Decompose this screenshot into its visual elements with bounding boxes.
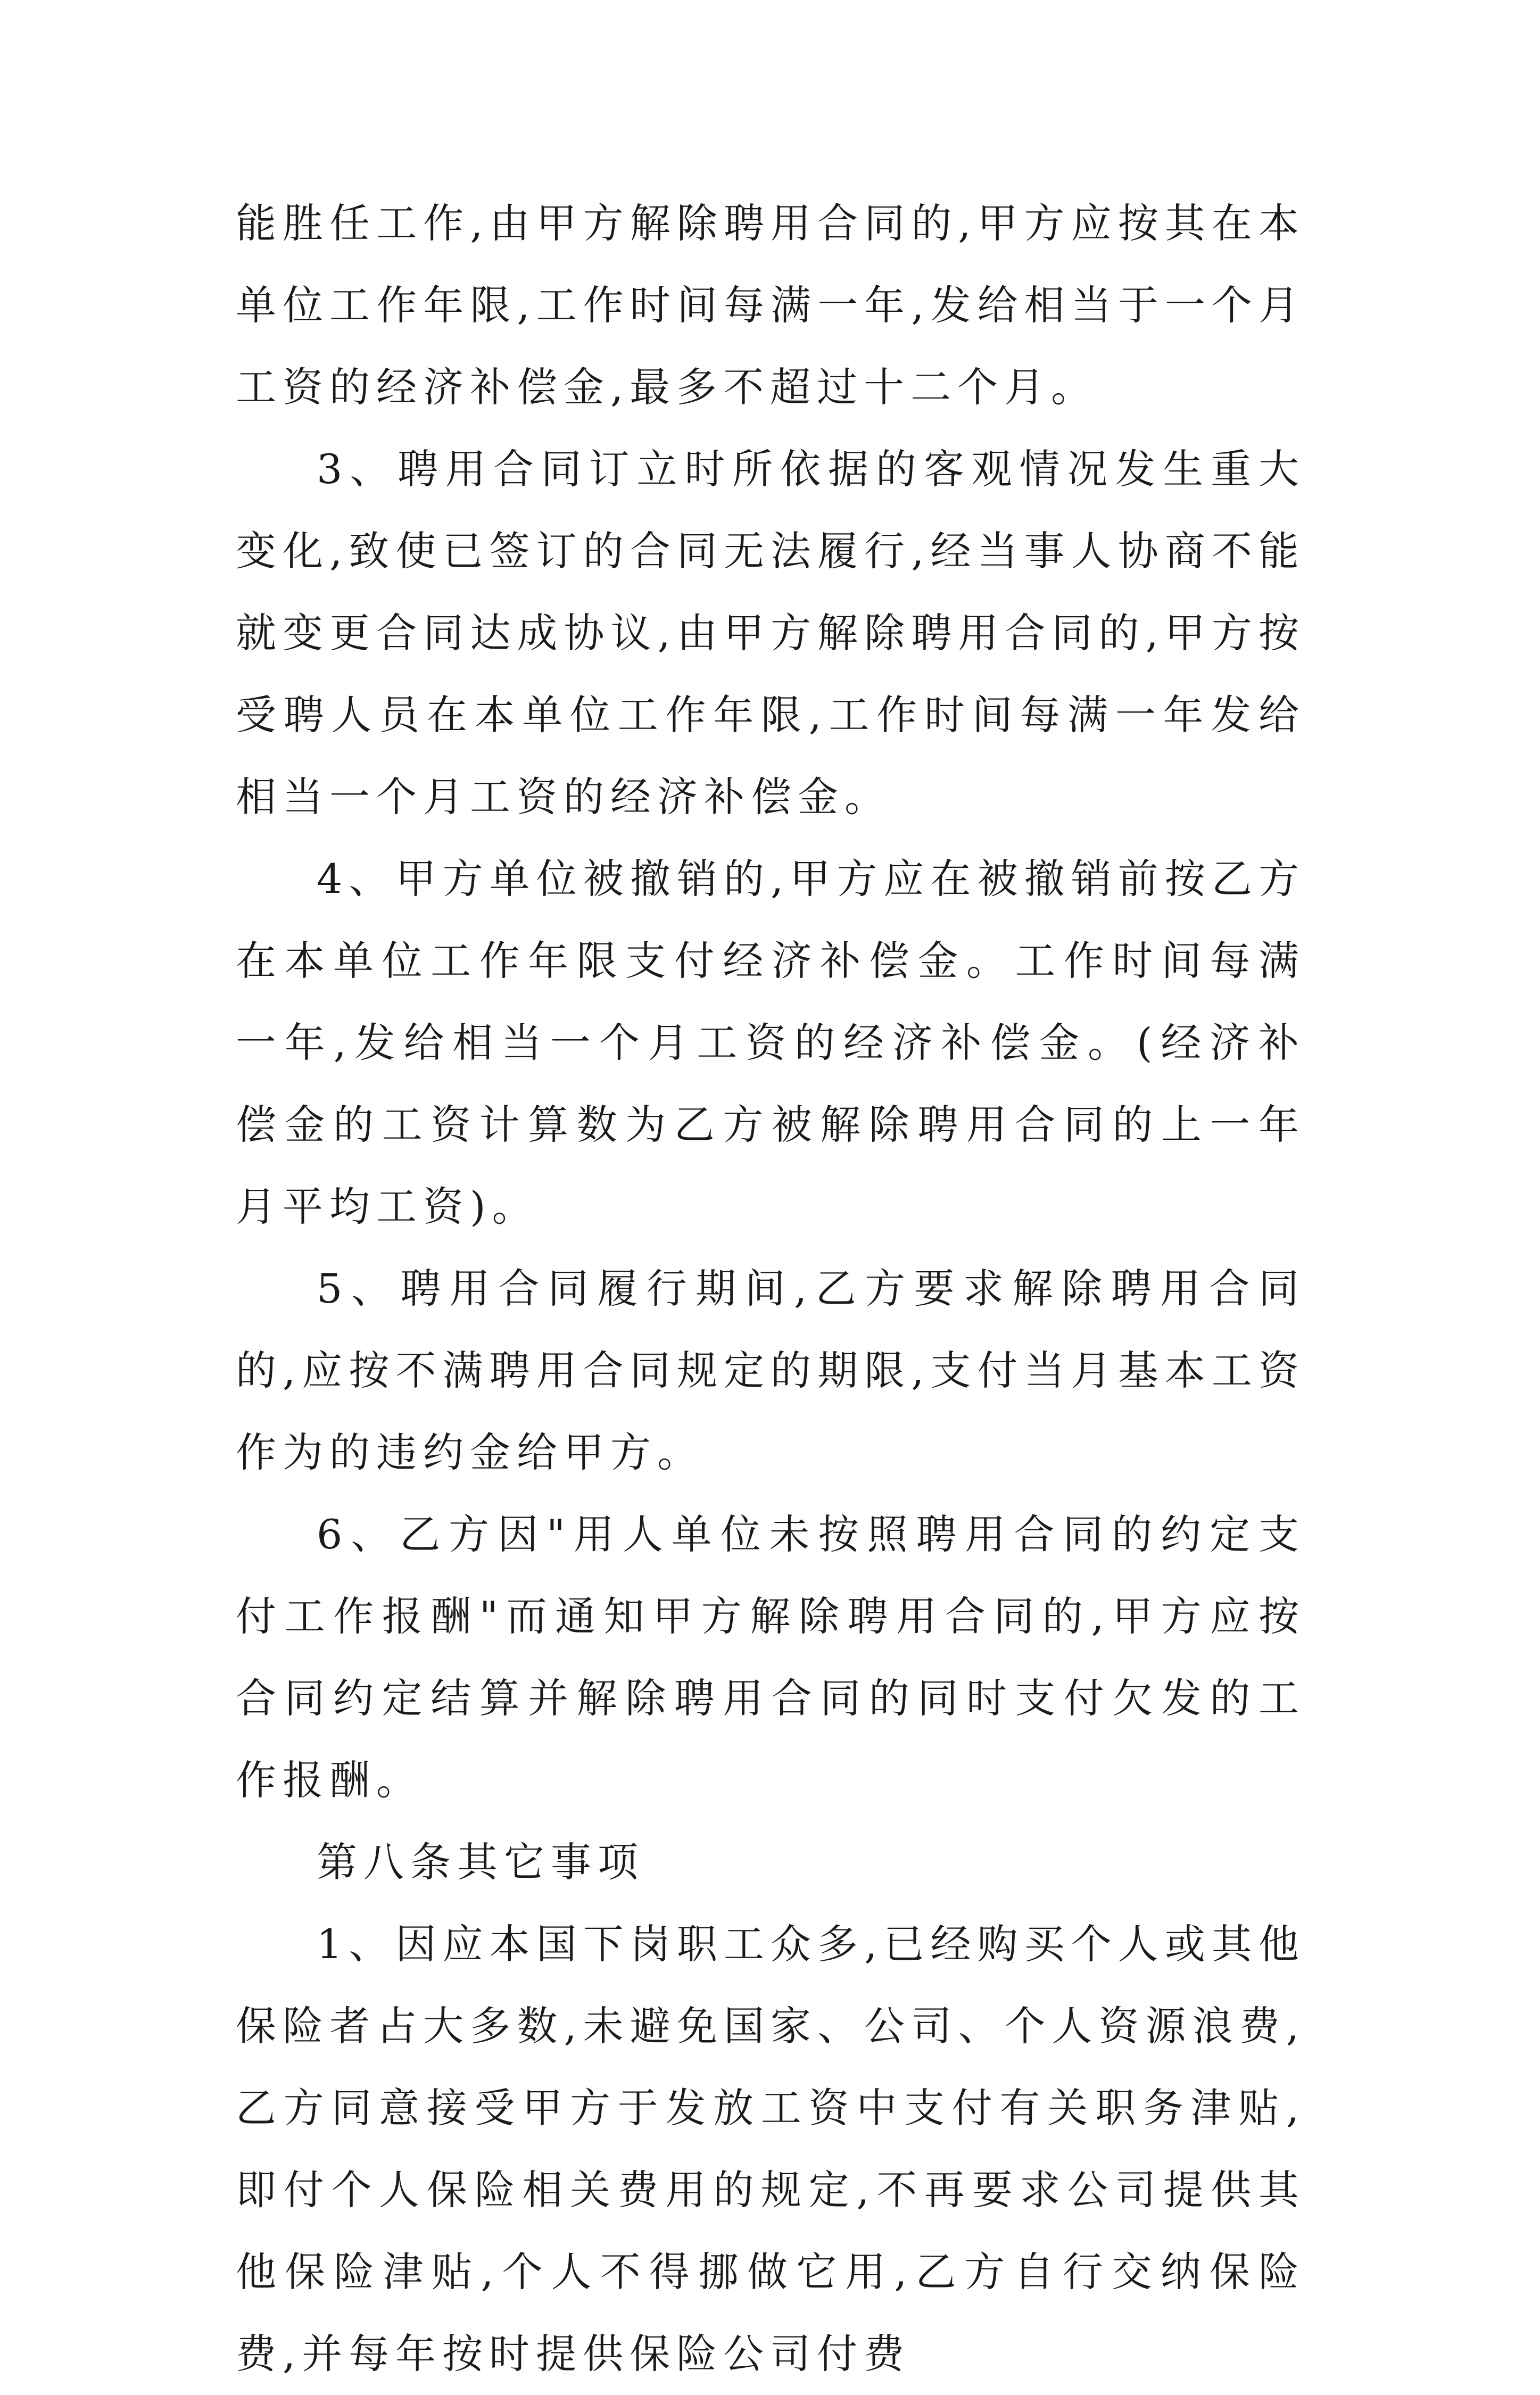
paragraph-article-8-item-1: 1、因应本国下岗职工众多,已经购买个人或其他保险者占大多数,未避免国家、公司、个人资源浪费,乙方同意接受甲方于发放工资中支付有关职务津贴,即付个人保险相关费用的规定,不再要求公司提供其他保险津贴,个人不得挪做它用,乙方自行交纳保险费,并每年按时提供保险公司付费 — [236, 1920, 1305, 2377]
article-8-heading: 第八条其它事项 — [317, 1838, 644, 1886]
document-body — [236, 183, 1305, 2395]
paragraph-item-4: 4、甲方单位被撤销的,甲方应在被撤销前按乙方在本单位工作年限支付经济补偿金。工作时间每满一年,发给相当一个月工资的经济补偿金。(经济补偿金的工资计算数为乙方被解除聘用合同的上一年月平均工资)。 — [236, 855, 1305, 1230]
paragraph-item-5: 5、聘用合同履行期间,乙方要求解除聘用合同的,应按不满聘用合同规定的期限,支付当月基本工资作为的违约金给甲方。 — [236, 1265, 1305, 1476]
paragraph-item-3: 3、聘用合同订立时所依据的客观情况发生重大变化,致使已签订的合同无法履行,经当事人协商不能就变更合同达成协议,由甲方解除聘用合同的,甲方按受聘人员在本单位工作年限,工作时间每满一年发给相当一个月工资的经济补偿金。 — [236, 445, 1305, 821]
paragraph-item-6: 6、乙方因"用人单位未按照聘用合同的约定支付工作报酬"而通知甲方解除聘用合同的,甲方应按合同约定结算并解除聘用合同的同时支付欠发的工作报酬。 — [236, 1511, 1305, 1804]
paragraph-continuation: 能胜任工作,由甲方解除聘用合同的,甲方应按其在本单位工作年限,工作时间每满一年,发给相当于一个月工资的经济补偿金,最多不超过十二个月。 — [236, 200, 1305, 411]
